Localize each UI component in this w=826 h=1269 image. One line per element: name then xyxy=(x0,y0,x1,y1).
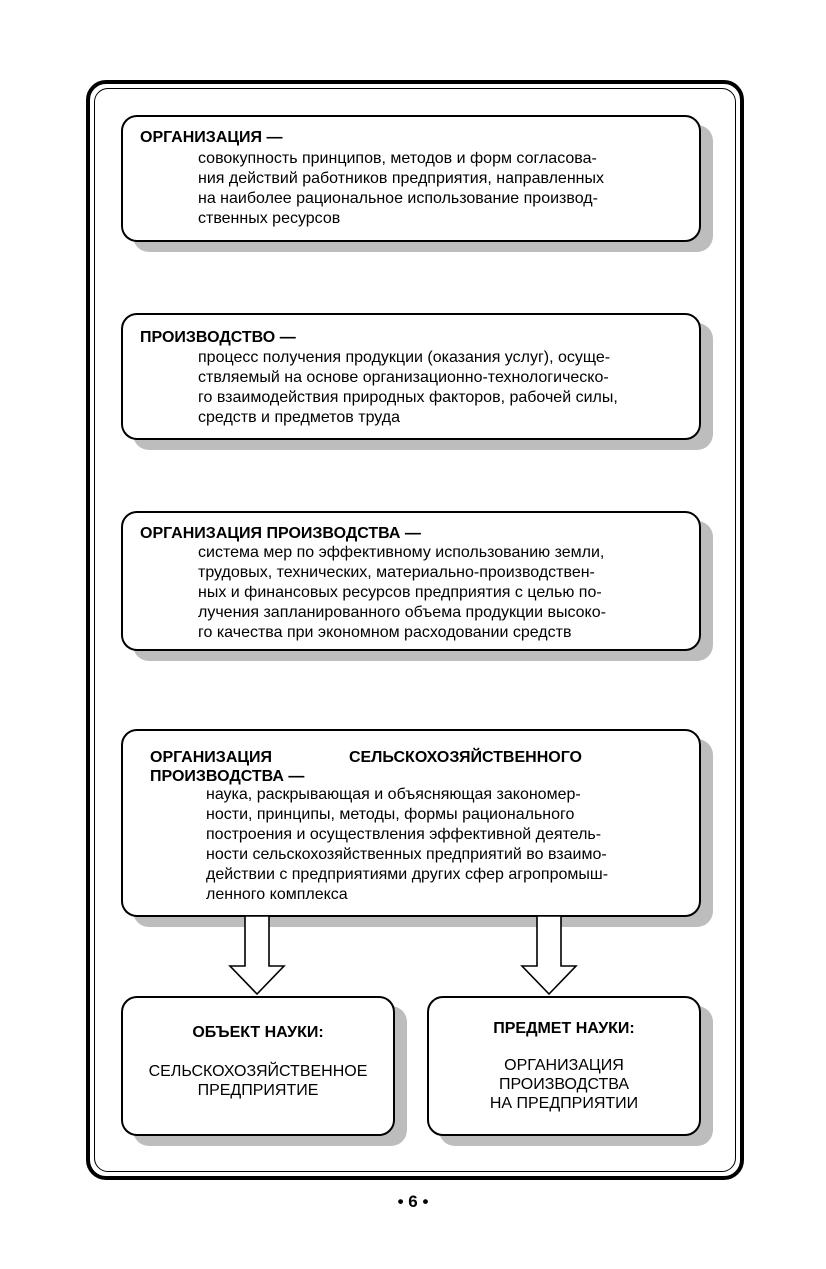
definition-line: система мер по эффективному использованию земли, xyxy=(198,544,605,561)
definition-line: ственных ресурсов xyxy=(198,210,341,227)
definition-line: наука, раскрывающая и объясняющая закономер- xyxy=(206,786,581,803)
term-organization: ОРГАНИЗАЦИЯ — xyxy=(140,129,283,146)
definition-agricultural-production-organization xyxy=(206,785,672,905)
definition-production-organization xyxy=(198,543,672,643)
page-number: • 6 • xyxy=(397,1192,429,1211)
definition-production xyxy=(198,348,672,428)
definition-organization xyxy=(198,149,672,229)
definition-line: ния действий работников предприятия, направленных xyxy=(198,170,604,187)
definition-line: го качества при экономном расходовании средств xyxy=(198,624,572,641)
object-title-text: ОБЪЕКТ НАУКИ: xyxy=(192,1024,324,1041)
definition-line: процесс получения продукции (оказания услуг), осуще- xyxy=(198,349,611,366)
definition-line: действии с предприятиями других сфер агропромыш- xyxy=(206,866,609,883)
subject-of-science-value xyxy=(427,1056,701,1113)
definition-line: ствляемый на основе организационно-технологическо- xyxy=(198,369,609,386)
subject-title-text: ПРЕДМЕТ НАУКИ: xyxy=(493,1020,635,1037)
definition-line: ных и финансовых ресурсов предприятия с целью по- xyxy=(198,584,602,601)
definition-line: ленного комплекса xyxy=(206,886,348,903)
subject-line: НА ПРЕДПРИЯТИИ xyxy=(489,1095,639,1112)
definition-line: лучения запланированного объема продукции высоко- xyxy=(198,604,606,621)
object-of-science-value xyxy=(121,1062,395,1100)
term-word: ОРГАНИЗАЦИЯ xyxy=(150,749,273,766)
term-agricultural-line1 xyxy=(150,748,582,767)
object-of-science-title xyxy=(121,1023,395,1042)
object-line: СЕЛЬСКОХОЗЯЙСТВЕННОЕ xyxy=(148,1063,368,1080)
subject-of-science-title xyxy=(427,1019,701,1038)
subject-line: ПРОИЗВОДСТВА xyxy=(498,1076,630,1093)
definition-line: построения и осуществления эффективной деятель- xyxy=(206,826,602,843)
definition-line: ности сельскохозяйственных предприятий во взаимо- xyxy=(206,846,607,863)
definition-line: на наиболее рациональное использование производ- xyxy=(198,190,598,207)
term-production: ПРОИЗВОДСТВО — xyxy=(140,329,296,346)
definition-line: го взаимодействия природных факторов, рабочей силы, xyxy=(198,389,618,406)
definition-line: ности, принципы, методы, формы рационального xyxy=(206,806,575,823)
subject-line: ОРГАНИЗАЦИЯ xyxy=(504,1057,624,1074)
term-production-organization: ОРГАНИЗАЦИЯ ПРОИЗВОДСТВА — xyxy=(140,525,421,542)
term-agricultural-line2: ПРОИЗВОДСТВА — xyxy=(150,768,305,785)
object-line: ПРЕДПРИЯТИЕ xyxy=(197,1082,319,1099)
definition-line: трудовых, технических, материально-производствен- xyxy=(198,564,595,581)
term-word: СЕЛЬСКОХОЗЯЙСТВЕННОГО xyxy=(348,749,582,766)
definition-line: средств и предметов труда xyxy=(198,409,400,426)
arrow-down-right xyxy=(520,916,578,996)
arrow-down-left xyxy=(228,916,286,996)
definition-line: совокупность принципов, методов и форм согласова- xyxy=(198,150,597,167)
